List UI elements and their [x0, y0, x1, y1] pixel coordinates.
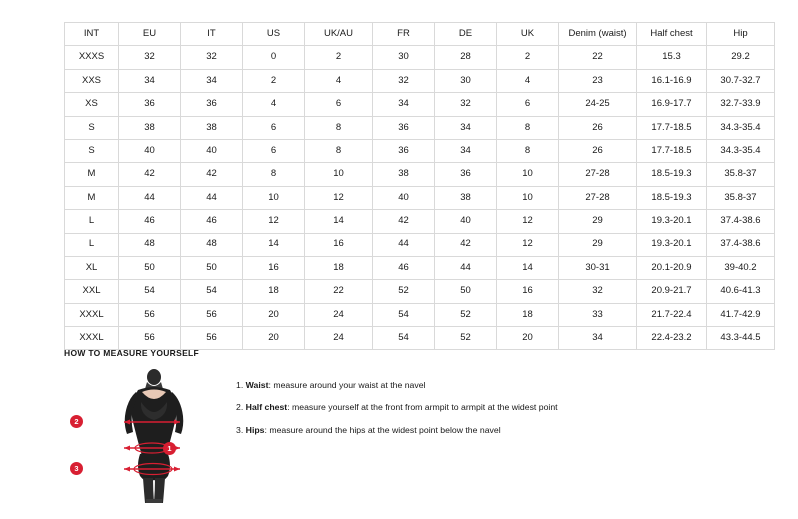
cell-int: XXXL — [65, 327, 119, 350]
cell-de: 36 — [435, 163, 497, 186]
cell-half-chest: 17.7-18.5 — [637, 116, 707, 139]
cell-hip: 35.8-37 — [707, 163, 775, 186]
size-chart-container — [64, 22, 761, 350]
cell-uk-au: 8 — [305, 116, 373, 139]
cell-us: 6 — [243, 116, 305, 139]
cell-denim-waist: 29 — [559, 233, 637, 256]
cell-half-chest: 19.3-20.1 — [637, 210, 707, 233]
cell-half-chest: 20.1-20.9 — [637, 256, 707, 279]
table-row — [65, 256, 775, 279]
cell-de: 32 — [435, 93, 497, 116]
cell-hip: 39-40.2 — [707, 256, 775, 279]
cell-denim-waist: 27-28 — [559, 163, 637, 186]
cell-eu: 56 — [119, 303, 181, 326]
cell-fr: 34 — [373, 93, 435, 116]
cell-int: M — [65, 186, 119, 209]
cell-fr: 36 — [373, 116, 435, 139]
cell-int: XL — [65, 256, 119, 279]
table-row — [65, 116, 775, 139]
cell-uk: 6 — [497, 93, 559, 116]
how-to-measure-body — [64, 368, 734, 503]
cell-hip: 40.6-41.3 — [707, 280, 775, 303]
cell-de: 34 — [435, 116, 497, 139]
measure-badge-1: 1 — [163, 442, 176, 455]
cell-uk-au: 18 — [305, 256, 373, 279]
cell-fr: 36 — [373, 139, 435, 162]
cell-int: XXXL — [65, 303, 119, 326]
cell-hip: 34.3-35.4 — [707, 116, 775, 139]
table-row — [65, 280, 775, 303]
cell-us: 14 — [243, 233, 305, 256]
cell-int: XXL — [65, 280, 119, 303]
cell-uk: 8 — [497, 139, 559, 162]
cell-de: 34 — [435, 139, 497, 162]
cell-uk: 18 — [497, 303, 559, 326]
measure-badge-2: 2 — [70, 415, 83, 428]
cell-half-chest: 17.7-18.5 — [637, 139, 707, 162]
cell-hip: 29.2 — [707, 46, 775, 69]
table-row — [65, 186, 775, 209]
table-row — [65, 139, 775, 162]
column-header-de: DE — [435, 23, 497, 46]
cell-int: XXS — [65, 69, 119, 92]
cell-it: 38 — [181, 116, 243, 139]
cell-it: 34 — [181, 69, 243, 92]
column-header-us: US — [243, 23, 305, 46]
cell-uk: 12 — [497, 210, 559, 233]
measure-instruction-half-chest — [236, 402, 558, 412]
cell-hip: 41.7-42.9 — [707, 303, 775, 326]
cell-fr: 42 — [373, 210, 435, 233]
cell-de: 42 — [435, 233, 497, 256]
cell-it: 36 — [181, 93, 243, 116]
cell-it: 54 — [181, 280, 243, 303]
cell-hip: 34.3-35.4 — [707, 139, 775, 162]
cell-us: 6 — [243, 139, 305, 162]
cell-hip: 32.7-33.9 — [707, 93, 775, 116]
cell-de: 28 — [435, 46, 497, 69]
cell-fr: 30 — [373, 46, 435, 69]
cell-uk-au: 10 — [305, 163, 373, 186]
cell-eu: 48 — [119, 233, 181, 256]
measure-instruction-waist — [236, 380, 558, 390]
cell-eu: 38 — [119, 116, 181, 139]
mannequin-figure — [74, 368, 214, 503]
cell-half-chest: 18.5-19.3 — [637, 163, 707, 186]
cell-de: 38 — [435, 186, 497, 209]
measure-instruction-1-number: 1. — [236, 380, 244, 390]
cell-it: 56 — [181, 327, 243, 350]
table-row — [65, 210, 775, 233]
measure-instruction-3-term: Hips — [245, 424, 265, 435]
cell-eu: 54 — [119, 280, 181, 303]
cell-it: 56 — [181, 303, 243, 326]
cell-hip: 35.8-37 — [707, 186, 775, 209]
cell-denim-waist: 26 — [559, 139, 637, 162]
cell-eu: 50 — [119, 256, 181, 279]
cell-uk: 8 — [497, 116, 559, 139]
cell-it: 44 — [181, 186, 243, 209]
cell-int: L — [65, 210, 119, 233]
cell-half-chest: 18.5-19.3 — [637, 186, 707, 209]
cell-it: 32 — [181, 46, 243, 69]
column-header-hip: Hip — [707, 23, 775, 46]
cell-uk-au: 16 — [305, 233, 373, 256]
cell-half-chest: 22.4-23.2 — [637, 327, 707, 350]
cell-it: 50 — [181, 256, 243, 279]
cell-us: 8 — [243, 163, 305, 186]
cell-uk: 20 — [497, 327, 559, 350]
cell-uk: 10 — [497, 186, 559, 209]
column-header-uk: UK — [497, 23, 559, 46]
cell-denim-waist: 29 — [559, 210, 637, 233]
cell-half-chest: 20.9-21.7 — [637, 280, 707, 303]
cell-int: S — [65, 116, 119, 139]
size-chart-table — [64, 22, 775, 350]
column-header-denim-waist: Denim (waist) — [559, 23, 637, 46]
cell-de: 50 — [435, 280, 497, 303]
cell-us: 10 — [243, 186, 305, 209]
cell-eu: 56 — [119, 327, 181, 350]
cell-half-chest: 16.9-17.7 — [637, 93, 707, 116]
cell-half-chest: 15.3 — [637, 46, 707, 69]
cell-eu: 46 — [119, 210, 181, 233]
cell-denim-waist: 23 — [559, 69, 637, 92]
cell-us: 2 — [243, 69, 305, 92]
cell-half-chest: 21.7-22.4 — [637, 303, 707, 326]
cell-denim-waist: 27-28 — [559, 186, 637, 209]
column-header-uk-au: UK/AU — [305, 23, 373, 46]
cell-uk: 14 — [497, 256, 559, 279]
column-header-int: INT — [65, 23, 119, 46]
measure-instruction-3-text: : measure around the hips at the widest point below the navel — [264, 424, 501, 435]
cell-int: XXXS — [65, 46, 119, 69]
cell-eu: 36 — [119, 93, 181, 116]
cell-uk: 10 — [497, 163, 559, 186]
cell-fr: 40 — [373, 186, 435, 209]
cell-us: 16 — [243, 256, 305, 279]
cell-de: 40 — [435, 210, 497, 233]
cell-uk-au: 24 — [305, 303, 373, 326]
table-row — [65, 93, 775, 116]
cell-denim-waist: 32 — [559, 280, 637, 303]
cell-fr: 32 — [373, 69, 435, 92]
cell-eu: 44 — [119, 186, 181, 209]
cell-uk: 4 — [497, 69, 559, 92]
cell-uk-au: 14 — [305, 210, 373, 233]
cell-us: 4 — [243, 93, 305, 116]
table-row — [65, 46, 775, 69]
cell-fr: 38 — [373, 163, 435, 186]
cell-de: 52 — [435, 303, 497, 326]
table-row — [65, 233, 775, 256]
cell-eu: 34 — [119, 69, 181, 92]
cell-denim-waist: 30-31 — [559, 256, 637, 279]
cell-uk-au: 24 — [305, 327, 373, 350]
cell-de: 30 — [435, 69, 497, 92]
cell-uk-au: 12 — [305, 186, 373, 209]
cell-fr: 46 — [373, 256, 435, 279]
cell-hip: 43.3-44.5 — [707, 327, 775, 350]
cell-denim-waist: 22 — [559, 46, 637, 69]
cell-int: XS — [65, 93, 119, 116]
cell-fr: 54 — [373, 327, 435, 350]
cell-it: 46 — [181, 210, 243, 233]
measure-instruction-hips — [236, 425, 558, 435]
measure-instruction-1-term: Waist — [245, 380, 269, 390]
measure-instructions — [236, 368, 558, 435]
cell-de: 52 — [435, 327, 497, 350]
cell-hip: 37.4-38.6 — [707, 233, 775, 256]
cell-half-chest: 16.1-16.9 — [637, 69, 707, 92]
cell-eu: 32 — [119, 46, 181, 69]
table-header-row — [65, 23, 775, 46]
table-row — [65, 163, 775, 186]
cell-eu: 40 — [119, 139, 181, 162]
cell-hip: 37.4-38.6 — [707, 210, 775, 233]
cell-de: 44 — [435, 256, 497, 279]
cell-us: 20 — [243, 303, 305, 326]
measure-instruction-1-text: : measure around your waist at the navel — [268, 380, 426, 390]
cell-fr: 52 — [373, 280, 435, 303]
cell-denim-waist: 24-25 — [559, 93, 637, 116]
cell-uk-au: 22 — [305, 280, 373, 303]
measure-instruction-2-text: : measure yourself at the front from armpit to armpit at the widest point — [287, 402, 558, 413]
column-header-fr: FR — [373, 23, 435, 46]
cell-uk-au: 8 — [305, 139, 373, 162]
column-header-half-chest: Half chest — [637, 23, 707, 46]
cell-uk-au: 6 — [305, 93, 373, 116]
cell-us: 20 — [243, 327, 305, 350]
cell-eu: 42 — [119, 163, 181, 186]
cell-int: S — [65, 139, 119, 162]
cell-it: 42 — [181, 163, 243, 186]
cell-it: 40 — [181, 139, 243, 162]
column-header-it: IT — [181, 23, 243, 46]
column-header-eu: EU — [119, 23, 181, 46]
cell-half-chest: 19.3-20.1 — [637, 233, 707, 256]
table-row — [65, 303, 775, 326]
measure-instruction-3-number: 3. — [236, 424, 244, 435]
cell-uk: 2 — [497, 46, 559, 69]
cell-uk: 16 — [497, 280, 559, 303]
how-to-measure-section — [64, 348, 734, 503]
cell-int: L — [65, 233, 119, 256]
table-row — [65, 327, 775, 350]
table-row — [65, 69, 775, 92]
cell-fr: 54 — [373, 303, 435, 326]
cell-fr: 44 — [373, 233, 435, 256]
measure-instruction-2-term: Half chest — [245, 402, 288, 413]
cell-denim-waist: 26 — [559, 116, 637, 139]
cell-uk-au: 4 — [305, 69, 373, 92]
cell-int: M — [65, 163, 119, 186]
measure-badge-3: 3 — [70, 462, 83, 475]
cell-uk-au: 2 — [305, 46, 373, 69]
cell-uk: 12 — [497, 233, 559, 256]
cell-us: 0 — [243, 46, 305, 69]
measure-instruction-2-number: 2. — [236, 402, 244, 413]
cell-hip: 30.7-32.7 — [707, 69, 775, 92]
cell-it: 48 — [181, 233, 243, 256]
mannequin-illustration-icon — [94, 368, 214, 503]
cell-denim-waist: 34 — [559, 327, 637, 350]
how-to-measure-title: HOW TO MEASURE YOURSELF — [64, 348, 200, 358]
cell-us: 18 — [243, 280, 305, 303]
cell-denim-waist: 33 — [559, 303, 637, 326]
cell-us: 12 — [243, 210, 305, 233]
